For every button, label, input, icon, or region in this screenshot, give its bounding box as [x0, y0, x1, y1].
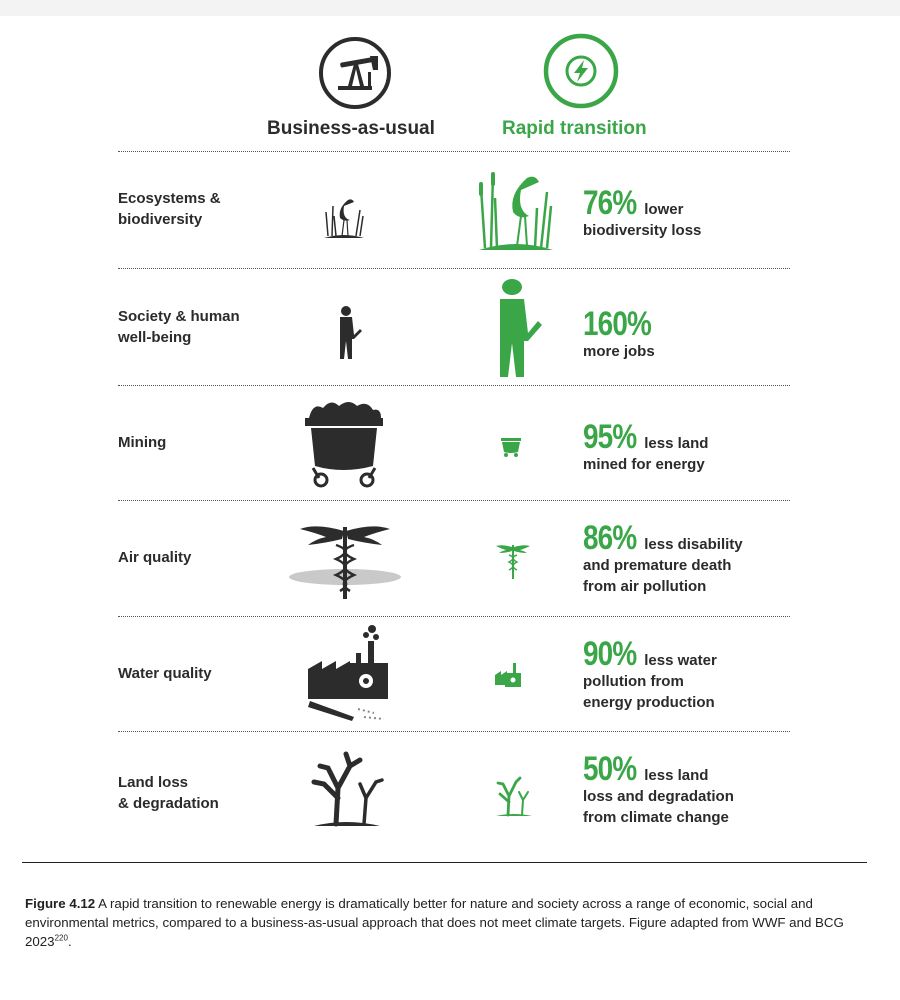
dead-tree-icon	[306, 748, 388, 828]
stat-text: 50% less land loss and degradation from climate change	[583, 750, 734, 826]
stat-percent: 95%	[583, 418, 637, 456]
stat-percent: 86%	[583, 519, 637, 557]
category-label: Mining	[118, 434, 167, 451]
row-mining	[0, 386, 900, 503]
category-label: Society & human well-being	[118, 308, 240, 346]
category-label: Ecosystems & biodiversity	[118, 190, 221, 228]
stat-text: 90% less water pollution from energy production	[583, 635, 717, 711]
stat-percent: 90%	[583, 635, 637, 673]
row-society	[0, 269, 900, 386]
figure-caption: Figure 4.12 A rapid transition to renewable energy is dramatically better for nature and society across a range of economic, social and environmental metrics, compared to a business-as-usual approach that does not meet climate targets. Figure adapted from WWF and BCG 2023$^{220}$.	[25, 896, 844, 949]
lightning-bolt-icon	[542, 32, 620, 110]
stat-percent: 76%	[583, 184, 637, 222]
top-bar	[0, 0, 900, 16]
caduceus-icon	[286, 523, 404, 601]
mine-cart-icon	[500, 434, 522, 458]
worker-icon	[490, 277, 544, 381]
worker-icon	[334, 305, 364, 361]
rapid-transition-column-title: Rapid transition	[502, 118, 647, 139]
heron-icon	[322, 190, 366, 240]
caption-label: Figure 4.12	[25, 896, 96, 911]
mine-cart-icon	[303, 396, 385, 488]
row-ecosystems	[0, 152, 900, 269]
heron-icon	[477, 168, 555, 254]
stat-percent: 160%	[583, 305, 652, 343]
caption-reference: 220	[54, 933, 68, 943]
category-label: Air quality	[118, 549, 192, 566]
stat-text: 95% less land mined for energy	[583, 418, 709, 473]
caption-text: A rapid transition to renewable energy is dramatically better for nature and society across a range of economic, social and environmental metrics, compared to a business-as-usual approach that does not meet climate targets. Figure adapted from WWF and BCG 2023	[25, 896, 844, 949]
factory-icon	[304, 623, 396, 723]
oil-pump-icon	[318, 36, 392, 110]
caduceus-icon	[494, 543, 532, 581]
bau-column-title: Business-as-usual	[267, 118, 435, 139]
caption-rule	[22, 862, 867, 863]
row-land-loss	[0, 732, 900, 849]
stat-text: 160% more jobs	[583, 305, 655, 360]
row-water-quality	[0, 617, 900, 734]
stat-text: 76% lower biodiversity loss	[583, 184, 702, 239]
category-label: Land loss & degradation	[118, 774, 219, 812]
factory-icon	[493, 661, 523, 691]
row-air-quality	[0, 501, 900, 618]
stat-percent: 50%	[583, 750, 637, 788]
category-label: Water quality	[118, 665, 212, 682]
stat-text: 86% less disability and premature death from air pollution	[583, 519, 743, 595]
dead-tree-icon	[494, 772, 534, 818]
